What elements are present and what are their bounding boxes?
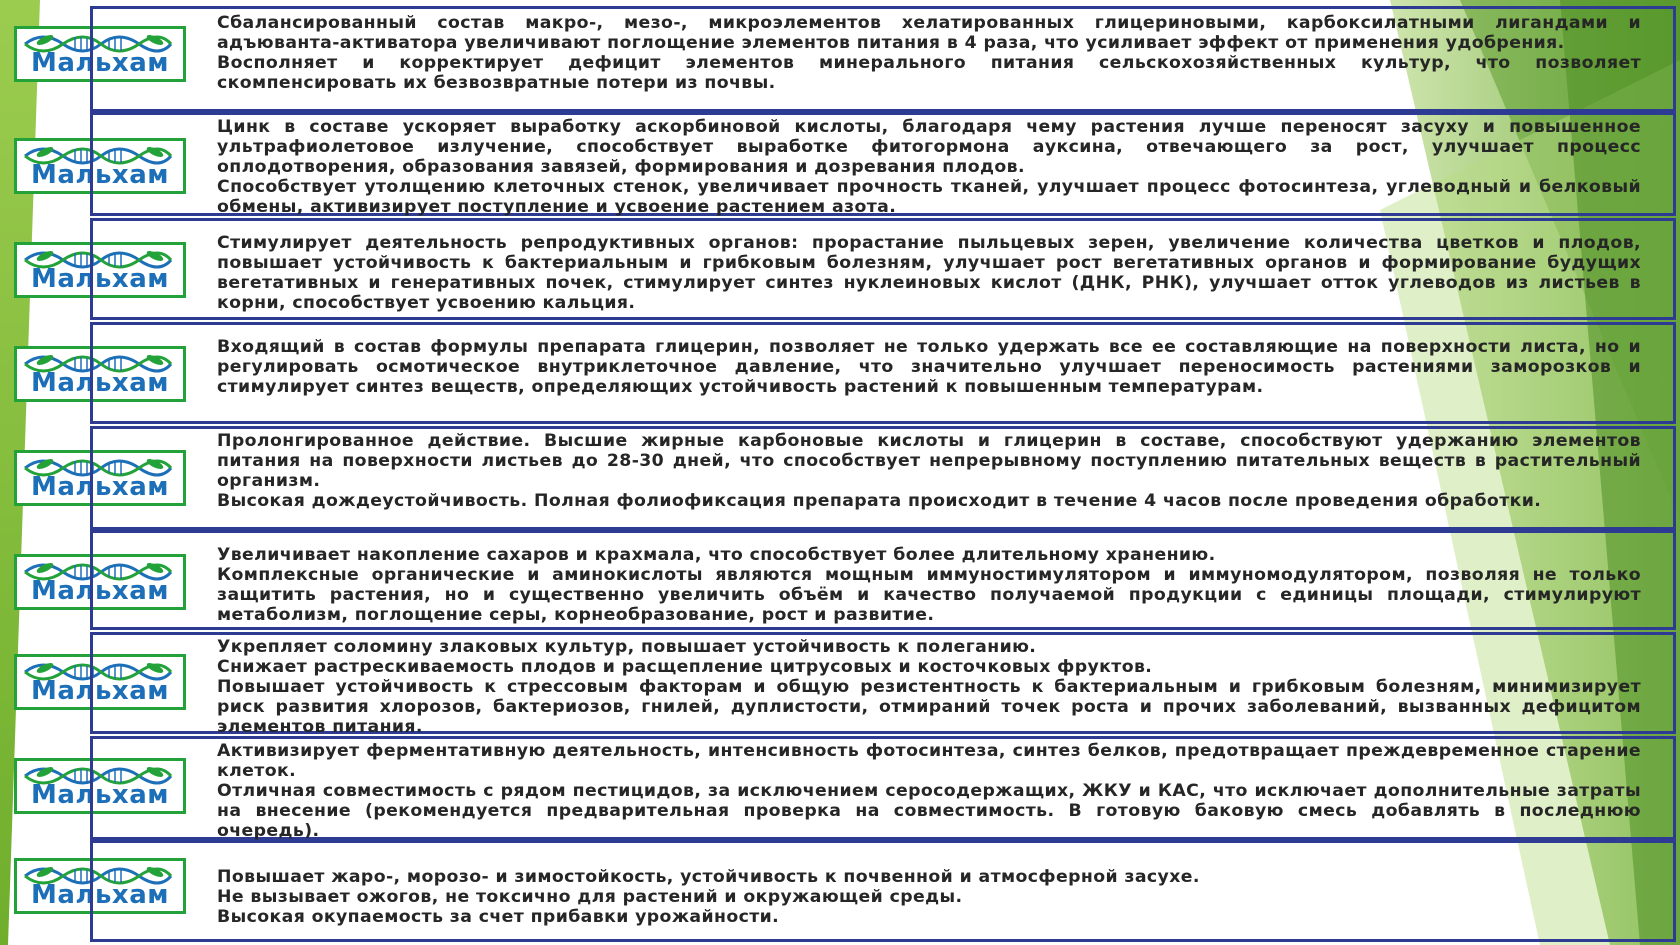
benefit-panel-9 xyxy=(90,840,1676,942)
benefit-text xyxy=(217,337,1641,397)
benefit-panel-4 xyxy=(90,322,1676,424)
benefit-panel-1 xyxy=(90,6,1676,112)
benefit-panel-3 xyxy=(90,218,1676,320)
paragraph: Отличная совместимость с рядом пестицидов, за исключением серосодержащих, ЖКУ и КАС, что исключает дополнительные затраты на внесение (рекомендуется предварительная проверка на совместимость. В готовую баковую смесь добавлять в последнюю очередь). xyxy=(217,781,1641,841)
paragraph: Активизирует ферментативную деятельность, интенсивность фотосинтеза, синтез белков, предотвращает преждевременное старение клеток. xyxy=(217,741,1641,781)
paragraph: Пролонгированное действие. Высшие жирные карбоновые кислоты и глицерин в составе, способствуют удержанию элементов питания на поверхности листьев до 28-30 дней, что способствует непрерывному поступлению питательных веществ в растительный организм. xyxy=(217,431,1641,491)
paragraph: Комплексные органические и аминокислоты являются мощным иммуностимулятором и иммуномодулятором, позволяя не только защитить растения, но и существенно увеличить объём и качество получаемой продукции с единицы площади, стимулируют метаболизм, поглощение серы, корнеобразование, рост и развитие. xyxy=(217,565,1641,625)
paragraph: Сбалансированный состав макро-, мезо-, микроэлементов хелатированных глицериновыми, карбоксилатными лигандами и адъюванта-активатора увеличивают поглощение элементов питания в 4 раза, что усиливает эффект от применения удобрения. xyxy=(217,13,1641,53)
logo-text: Мальхам xyxy=(31,576,169,606)
benefit-panel-8 xyxy=(90,736,1676,840)
benefit-text xyxy=(217,637,1641,737)
paragraph: Стимулирует деятельность репродуктивных органов: прорастание пыльцевых зерен, увеличение количества цветков и плодов, повышает устойчивость к бактериальным и грибковым болезням, улучшает рост вегетативных органов и формирование будущих вегетативных и генеративных почек, стимулирует синтез нуклеиновых кислот (ДНК, РНК), улучшает отток углеводов из листьев в корни, способствует усвоению кальция. xyxy=(217,233,1641,313)
logo-text: Мальхам xyxy=(31,368,169,398)
benefit-text xyxy=(217,13,1641,93)
benefit-panel-7 xyxy=(90,632,1676,737)
paragraph: Способствует утолщению клеточных стенок, увеличивает прочность тканей, улучшает процесс фотосинтеза, углеводный и белковый обмены, активизирует поступление и усвоение растением азота. xyxy=(217,177,1641,217)
paragraph: Входящий в состав формулы препарата глицерин, позволяет не только удержать все ее составляющие на поверхности листа, но и регулировать осмотическое внутриклеточное давление, что значительно улучшает переносимость растениями заморозков и стимулирует синтез веществ, определяющих устойчивость растений к повышенным температурам. xyxy=(217,337,1641,397)
paragraph: Не вызывает ожогов, не токсично для растений и окружающей среды. xyxy=(217,887,963,907)
paragraph: Высокая дождеустойчивость. Полная фолиофиксация препарата происходит в течение 4 часов после проведения обработки. xyxy=(217,491,1542,511)
paragraph: Повышает жаро-, морозо- и зимостойкость, устойчивость к почвенной и атмосферной засухе. xyxy=(217,867,1200,887)
logo-text: Мальхам xyxy=(31,472,169,502)
benefit-text xyxy=(217,741,1641,841)
paragraph: Увеличивает накопление сахаров и крахмала, что способствует более длительному хранению. xyxy=(217,545,1216,565)
logo-text: Мальхам xyxy=(31,676,169,706)
benefit-panel-5 xyxy=(90,426,1676,530)
paragraph: Снижает растрескиваемость плодов и расщепление цитрусовых и косточковых фруктов. xyxy=(217,657,1153,677)
benefit-text xyxy=(217,233,1641,313)
benefit-text xyxy=(217,117,1641,217)
benefit-text xyxy=(217,545,1641,625)
paragraph: Восполняет и корректирует дефицит элементов минерального питания сельскохозяйственных культур, что позволяет скомпенсировать их безвозвратные потери из почвы. xyxy=(217,53,1641,93)
logo-text: Мальхам xyxy=(31,264,169,294)
logo-text: Мальхам xyxy=(31,160,169,190)
logo-text: Мальхам xyxy=(31,48,169,78)
paragraph: Цинк в составе ускоряет выработку аскорбиновой кислоты, благодаря чему растения лучше переносят засуху и повышенное ультрафиолетовое излучение, способствует выработке фитогормона ауксина, отвечающего за рост, улучшает процесс оплодотворения, образования завязей, формирования и дозревания плодов. xyxy=(217,117,1641,177)
benefit-panel-6 xyxy=(90,530,1676,630)
logo-text: Мальхам xyxy=(31,780,169,810)
benefit-text xyxy=(217,867,1641,927)
benefit-text xyxy=(217,431,1641,511)
paragraph: Высокая окупаемость за счет прибавки урожайности. xyxy=(217,907,780,927)
paragraph: Повышает устойчивость к стрессовым факторам и общую резистентность к бактериальным и грибковым болезням, минимизирует риск развития хлорозов, бактериозов, гнилей, дуплистости, отмираний точек роста и прочих заболеваний, вызванных дефицитом элементов питания. xyxy=(217,677,1641,737)
benefit-panel-2 xyxy=(90,112,1676,216)
paragraph: Укрепляет соломину злаковых культур, повышает устойчивость к полеганию. xyxy=(217,637,1037,657)
logo-text: Мальхам xyxy=(31,880,169,910)
